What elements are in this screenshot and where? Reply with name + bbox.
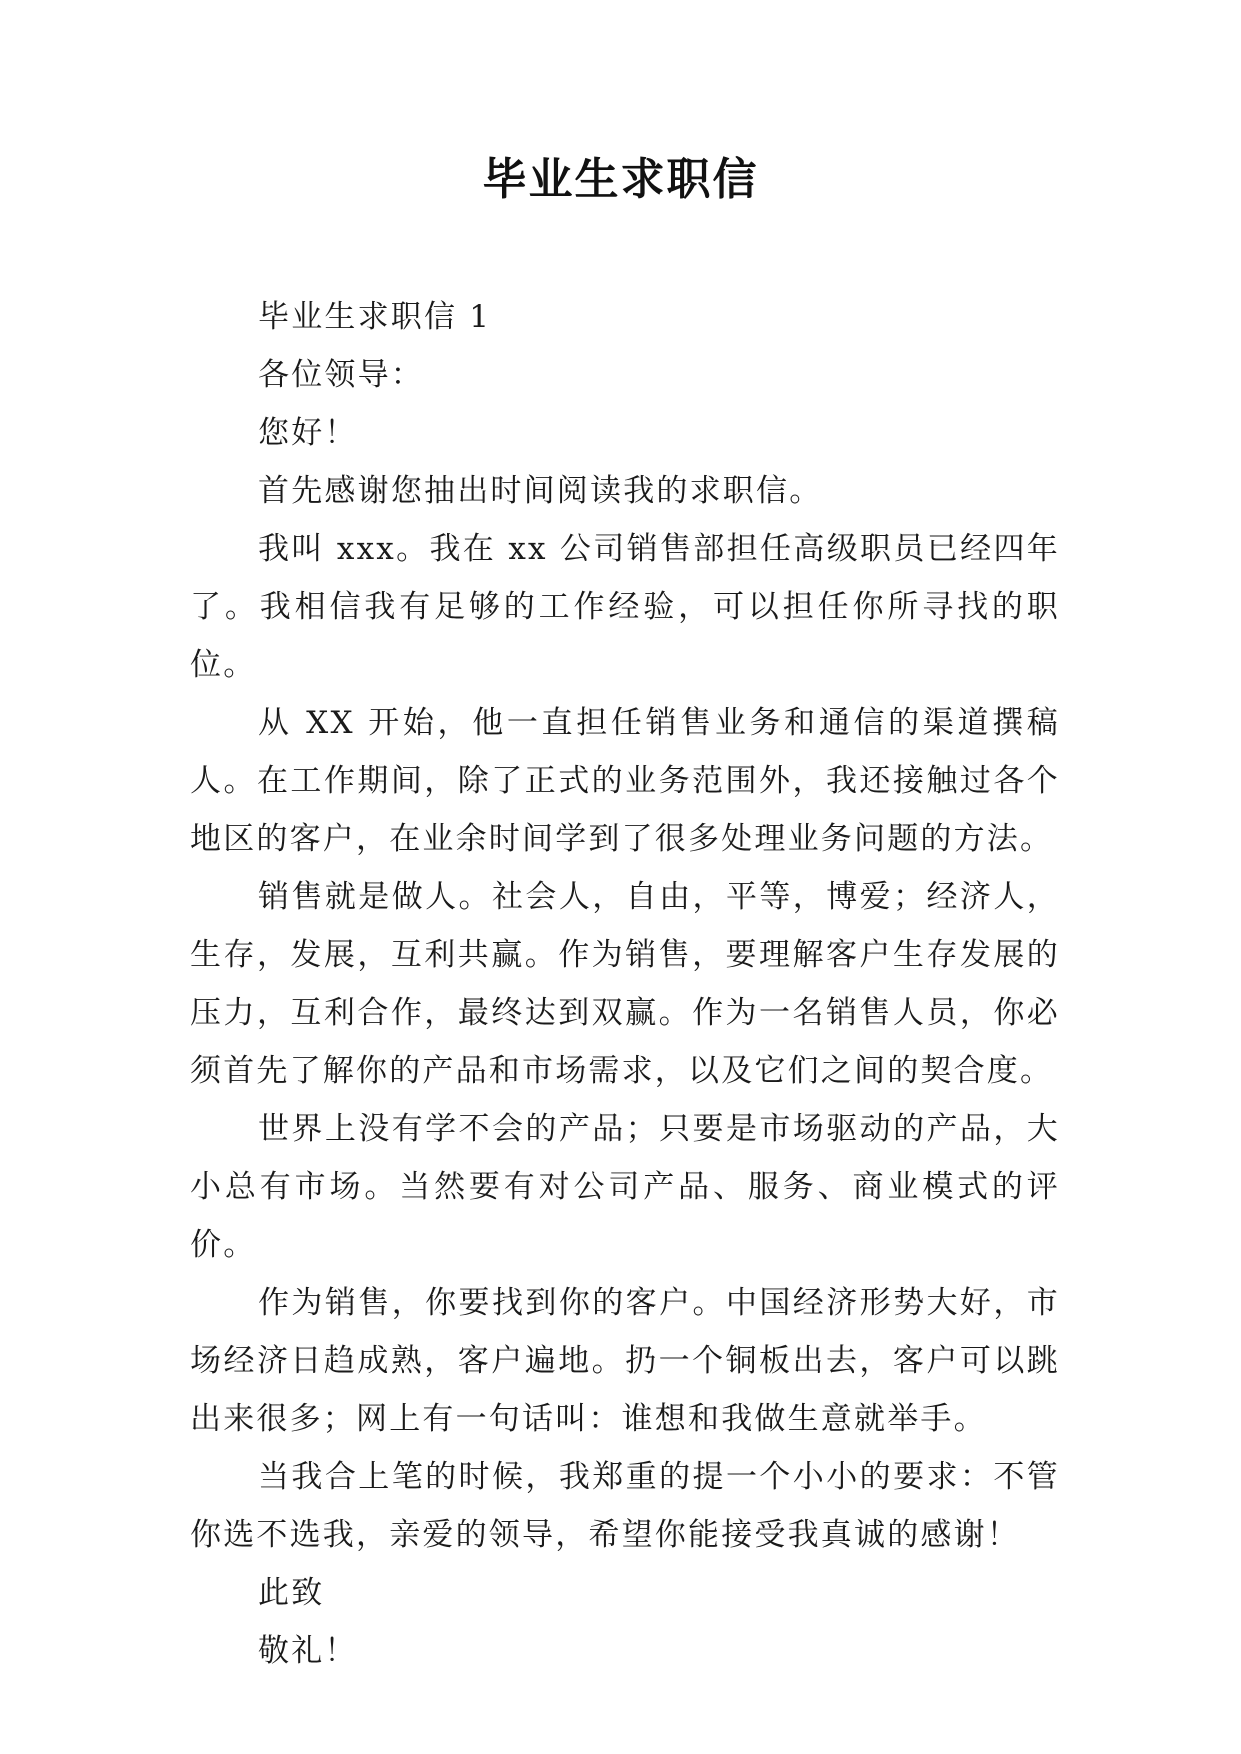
- paragraph: 从 XX 开始，他一直担任销售业务和通信的渠道撰稿人。在工作期间，除了正式的业务范围外，我还接触过各个地区的客户，在业余时间学到了很多处理业务问题的方法。: [190, 705, 1060, 857]
- paragraph: 世界上没有学不会的产品；只要是市场驱动的产品，大小总有市场。当然要有对公司产品、服务、商业模式的评价。: [190, 1111, 1060, 1263]
- greeting: 您好！: [258, 415, 358, 451]
- paragraph: 我叫 xxx。我在 xx 公司销售部担任高级职员已经四年了。我相信我有足够的工作经验，可以担任你所寻找的职位。: [190, 531, 1060, 683]
- document-title: 毕业生求职信: [482, 154, 759, 205]
- paragraph: 首先感谢您抽出时间阅读我的求职信。: [258, 473, 823, 509]
- paragraph: 当我合上笔的时候，我郑重的提一个小小的要求：不管你选不选我，亲爱的领导，希望你能接受我真诚的感谢！: [190, 1459, 1060, 1553]
- salutation: 各位领导：: [258, 357, 424, 393]
- letter-heading: 毕业生求职信 1: [258, 299, 492, 335]
- paragraph: 销售就是做人。社会人，自由，平等，博爱；经济人，生存，发展，互利共赢。作为销售，要理解客户生存发展的压力，互利合作，最终达到双赢。作为一名销售人员，你必须首先了解你的产品和市场需求，以及它们之间的契合度。: [190, 879, 1060, 1089]
- document-body: [190, 288, 1060, 1680]
- paragraph: 作为销售，你要找到你的客户。中国经济形势大好，市场经济日趋成熟，客户遍地。扔一个铜板出去，客户可以跳出来很多；网上有一句话叫：谁想和我做生意就举手。: [190, 1285, 1060, 1437]
- closing-regards: 敬礼！: [258, 1633, 358, 1669]
- closing-line: 此致: [258, 1575, 325, 1611]
